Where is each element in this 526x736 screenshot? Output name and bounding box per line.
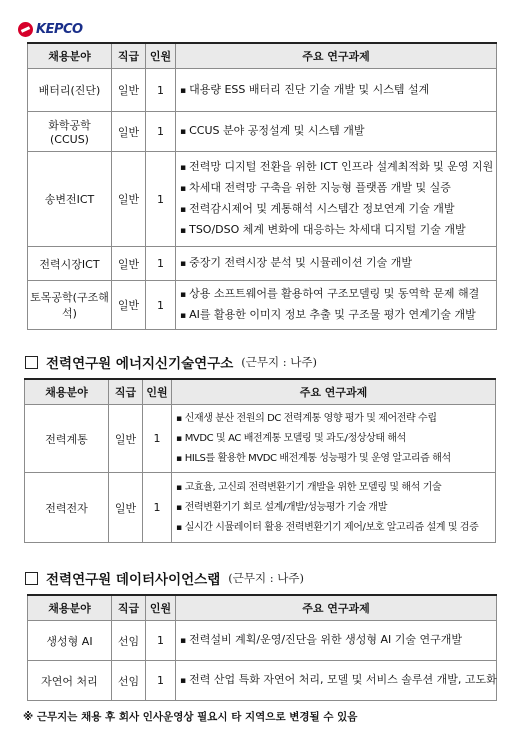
header-count: 인원 (143, 379, 172, 405)
field-cell: 배터리(진단) (28, 69, 112, 112)
grade-cell: 일반 (112, 281, 146, 330)
task-item: ▪ 전력변환기기 회로 설계/개발/성능평가 기술 개발 (176, 498, 494, 518)
kepco-logo-text: KEPCO (36, 21, 83, 37)
research-table-2 (24, 378, 496, 543)
task-item: ▪ 중장기 전력시장 분석 및 시뮬레이션 기술 개발 (180, 253, 495, 274)
header-field: 채용분야 (25, 379, 109, 405)
count-cell: 1 (146, 112, 176, 152)
header-task: 주요 연구과제 (176, 595, 497, 621)
task-item: ▪ 전력설비 계획/운영/진단을 위한 생성형 AI 기술 연구개발 (180, 630, 495, 651)
task-item: ▪ 전력망 디지털 전환을 위한 ICT 인프라 설계최적화 및 운영 지원 (180, 157, 495, 178)
header-grade: 직급 (112, 43, 146, 69)
count-cell: 1 (146, 621, 176, 661)
task-item: ▪ 대용량 ESS 배터리 진단 기술 개발 및 시스템 설계 (180, 80, 495, 101)
header-field: 채용분야 (28, 43, 112, 69)
task-item: ▪ CCUS 분야 공정설계 및 시스템 개발 (180, 121, 495, 142)
footnote: ※ 근무지는 채용 후 회사 인사운영상 필요시 타 지역으로 변경될 수 있음 (23, 711, 358, 723)
grade-cell: 선임 (112, 661, 146, 701)
task-cell (172, 473, 496, 543)
kepco-logo-icon (18, 22, 33, 37)
section-title: 전력연구원 에너지신기술연구소 (46, 356, 234, 372)
task-item: ▪ 상용 소프트웨어를 활용하여 구조모델링 및 동역학 문제 해결 (180, 284, 495, 305)
field-cell: 화학공학(CCUS) (28, 112, 112, 152)
count-cell: 1 (146, 247, 176, 281)
header-count: 인원 (146, 43, 176, 69)
research-table-3 (27, 594, 497, 701)
task-item: ▪ 전력 산업 특화 자연어 처리, 모델 및 서비스 솔루션 개발, 고도화 (180, 670, 495, 691)
task-item: ▪ 차세대 전력망 구축을 위한 지능형 플랫폼 개발 및 실증 (180, 178, 495, 199)
count-cell: 1 (143, 405, 172, 473)
task-item: ▪ 실시간 시뮬레이터 활용 전력변환기기 제어/보호 알고리즘 설계 및 검증 (176, 518, 494, 538)
grade-cell: 일반 (112, 152, 146, 247)
kepco-logo (18, 20, 83, 38)
task-item: ▪ MVDC 및 AC 배전계통 모델링 및 과도/정상상태 해석 (176, 429, 494, 449)
count-cell: 1 (146, 661, 176, 701)
checkbox-square-icon (25, 572, 38, 585)
table-row (28, 281, 497, 330)
header-task: 주요 연구과제 (176, 43, 497, 69)
header-task: 주요 연구과제 (172, 379, 496, 405)
grade-cell: 일반 (112, 69, 146, 112)
field-cell: 토목공학(구조해석) (28, 281, 112, 330)
section-title: 전력연구원 데이터사이언스랩 (46, 572, 221, 588)
header-count: 인원 (146, 595, 176, 621)
table-row (25, 473, 496, 543)
task-cell (176, 621, 497, 661)
count-cell: 1 (143, 473, 172, 543)
task-cell (176, 112, 497, 152)
task-cell (176, 281, 497, 330)
section-data-science (25, 568, 304, 588)
task-item: ▪ 신재생 분산 전원의 DC 전력계통 영향 평가 및 제어전략 수립 (176, 409, 494, 429)
count-cell: 1 (146, 69, 176, 112)
header-field: 채용분야 (28, 595, 112, 621)
table-row (28, 247, 497, 281)
header-grade: 직급 (109, 379, 143, 405)
field-cell: 전력계통 (25, 405, 109, 473)
checkbox-square-icon (25, 356, 38, 369)
task-cell (176, 152, 497, 247)
task-item: ▪ AI를 활용한 이미지 정보 추출 및 구조물 평가 연계기술 개발 (180, 305, 495, 326)
table-row (25, 405, 496, 473)
count-cell: 1 (146, 152, 176, 247)
section-energy-tech (25, 352, 317, 372)
field-cell: 자연어 처리 (28, 661, 112, 701)
header-grade: 직급 (112, 595, 146, 621)
grade-cell: 일반 (112, 247, 146, 281)
field-cell: 생성형 AI (28, 621, 112, 661)
field-cell: 송변전ICT (28, 152, 112, 247)
table-row (28, 112, 497, 152)
field-cell: 전력시장ICT (28, 247, 112, 281)
count-cell: 1 (146, 281, 176, 330)
task-cell (176, 69, 497, 112)
task-item: ▪ TSO/DSO 체계 변화에 대응하는 차세대 디지털 기술 개발 (180, 220, 495, 241)
table-row (28, 621, 497, 661)
task-cell (176, 661, 497, 701)
task-item: ▪ 고효율, 고신뢰 전력변환기기 개발을 위한 모델링 및 해석 기술 (176, 478, 494, 498)
grade-cell: 일반 (109, 405, 143, 473)
grade-cell: 일반 (109, 473, 143, 543)
table-row (28, 69, 497, 112)
grade-cell: 선임 (112, 621, 146, 661)
research-table-1 (27, 42, 497, 330)
grade-cell: 일반 (112, 112, 146, 152)
table-row (28, 661, 497, 701)
task-cell (172, 405, 496, 473)
table-row (28, 152, 497, 247)
task-cell (176, 247, 497, 281)
section-location-note: (근무지 : 나주) (241, 355, 317, 369)
section-location-note: (근무지 : 나주) (228, 571, 304, 585)
field-cell: 전력전자 (25, 473, 109, 543)
task-item: ▪ 전력감시제어 및 계통해석 시스템간 정보연계 기술 개발 (180, 199, 495, 220)
task-item: ▪ HILS를 활용한 MVDC 배전계통 성능평가 및 운영 알고리즘 해석 (176, 449, 494, 469)
